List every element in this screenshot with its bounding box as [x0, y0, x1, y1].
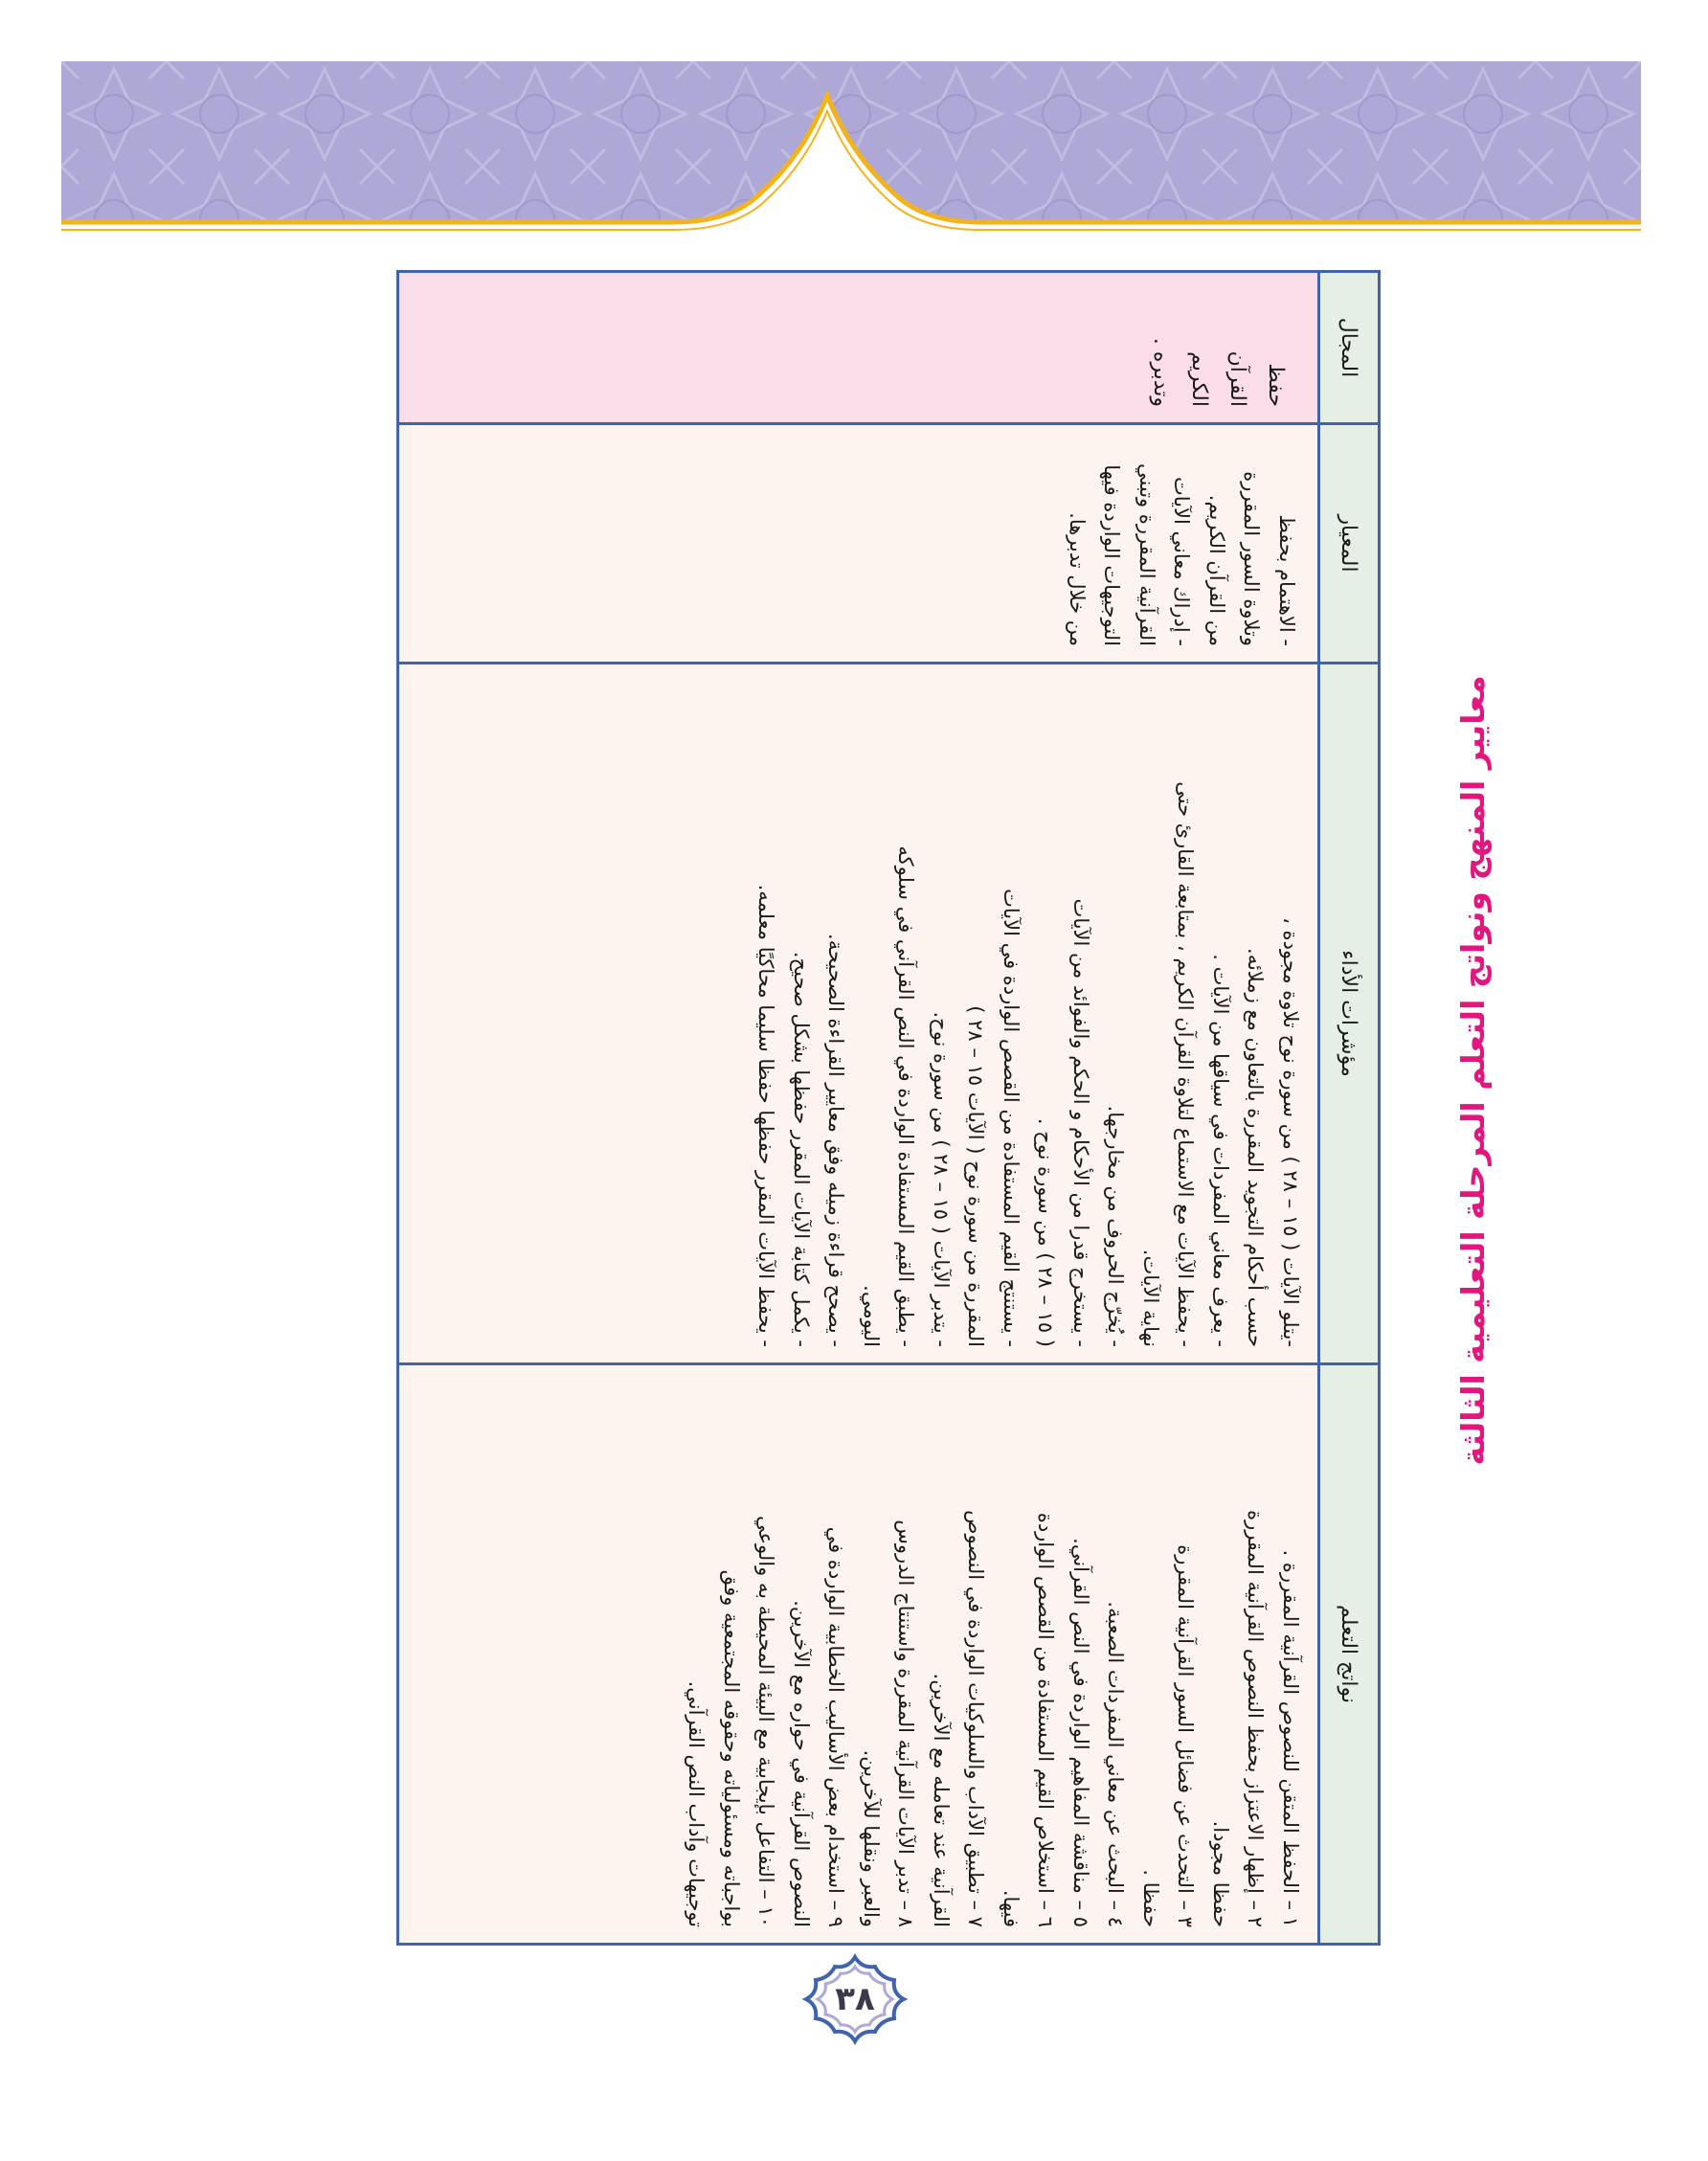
outcome-line: ٢ – إظهار الاعتزاز بحفظ النصوص القرآنية المقررة	[1244, 1510, 1268, 1927]
indicator-line: -يتلو الآيات ( ١٥ – ٢٨ ) من سورة نوح تلاوة مجودة ،	[1279, 917, 1302, 1347]
indicator-line: - يكمل كتابة الآيات المقرر حفظها بشكل صحيح.	[790, 951, 813, 1347]
cell-standard	[399, 425, 1317, 662]
outcome-line: توجيهات وآداب النص القرآني.	[685, 1680, 708, 1927]
indicator-line: - يحفظ الآيات مع الاستماع لتلاوة القرآن الكريم ، بمتابعة القارئ حتى	[1174, 781, 1198, 1347]
outcome-line: ١٠ – التفاعل بإيجابية مع البيئة المحيطة به والوعي	[754, 1515, 778, 1927]
cell-domain	[399, 273, 1317, 422]
standard-line: من القرآن الكريم.	[1205, 494, 1228, 646]
domain-line: وتدبره .	[1149, 337, 1173, 407]
indicator-line: - يعرف معاني المفردات في سياقها من الآيات .	[1209, 954, 1232, 1347]
domain-line: حفظ	[1264, 363, 1288, 407]
standards-table	[396, 270, 1381, 1946]
standard-line: - إدراك معاني الآيات	[1170, 476, 1194, 646]
outcome-line: ٩ – استخدام بعض الأساليب الخطابية الواردة في	[824, 1526, 848, 1927]
standard-line: القرآنية المقررة وتبني	[1135, 463, 1158, 646]
page-number-badge	[802, 1953, 908, 2045]
indicator-line: - يستخرج قدرا من الأحكام و الحكم والفوائد من الآيات	[1069, 898, 1092, 1347]
indicator-line: - يصحح قراءة زميله وفق معايير القراءة الصحيحة.	[824, 934, 848, 1347]
indicator-line: - يستنتج القيم المستفادة من القصص الواردة في الآيات	[1000, 889, 1023, 1347]
outcome-line: ٦ – استخلاص القيم المستفادة من القصص الواردة	[1034, 1512, 1058, 1927]
header-standard: المعيار	[1317, 425, 1378, 662]
indicator-line: المقررة من سورة نوح ( الآيات ١٥ – ٢٨ )	[964, 1005, 988, 1347]
standards-table-wrapper	[396, 270, 1381, 1946]
cell-performance-indicators	[399, 664, 1317, 1362]
standard-line: وتلاوة السور المقررة	[1240, 471, 1264, 646]
outcome-line: والعبر ونقلها للآخرين.	[860, 1749, 883, 1927]
standard-line: - الاهتمام بحفظ	[1275, 514, 1298, 646]
outcome-line: ٧ – تطبيق الآداب والسلوكيات الواردة في النصوص	[964, 1510, 988, 1927]
indicator-line: - يحفظ الآيات المقرر حفظها حفظا سليما محاكيًا معلمه.	[754, 884, 778, 1347]
column-performance-indicators	[399, 662, 1378, 1362]
outcome-line: ٥ – مناقشة المفاهيم الواردة في النص القرآني.	[1069, 1538, 1092, 1927]
outcome-line: ١ – الحفظ المتقن للنصوص القرآنية المقررة .	[1279, 1549, 1302, 1927]
header-banner	[61, 61, 1641, 239]
indicator-line: اليومي.	[860, 1285, 883, 1347]
column-domain	[399, 273, 1378, 422]
header-learning-outcomes: نواتج التعلم	[1317, 1365, 1378, 1943]
outcome-line: حفظا .	[1139, 1869, 1162, 1927]
indicator-line: نهاية الآيات.	[1139, 1249, 1162, 1347]
standard-line: من خلال تدبرها.	[1066, 512, 1089, 646]
standard-line: التوجيهات الواردة فيها	[1100, 464, 1124, 646]
cell-learning-outcomes	[399, 1365, 1317, 1943]
column-standard	[399, 422, 1378, 662]
outcome-line: القرآنية عند تعامله مع الآخرين.	[930, 1673, 953, 1927]
domain-line: القرآن	[1225, 350, 1249, 407]
indicator-line: - يتدبر الآيات ( ١٥ – ٢٨ ) من سورة نوح.	[930, 1011, 953, 1347]
header-domain: المجال	[1317, 273, 1378, 422]
indicator-line: - يُخرّج الحروف من مخارجها.	[1104, 1105, 1128, 1347]
header-performance-indicators: مؤشرات الأداء	[1317, 664, 1378, 1362]
indicator-line: حسب أحكام التجويد المقررة بالتعاون مع زملائه.	[1244, 948, 1268, 1347]
outcome-line: بواجباته ومسئولياته وحقوقه المجتمعية وفق	[720, 1569, 743, 1927]
outcome-line: النصوص القرآنية في حواره مع الآخرين.	[790, 1600, 813, 1927]
page-number: ٣٨	[835, 1980, 875, 2018]
outcome-line: ٣ – التحدث عن فضائل السور القرآنية المقررة	[1174, 1544, 1198, 1927]
side-title: معايير المنهج ونواتج التعلم المرحلة التعليمية الثالثة	[1453, 675, 1492, 1466]
outcome-line: ٤ – البحث عن معاني المفردات الصعبة.	[1104, 1601, 1128, 1927]
outcome-line: ٨ – تدبر الآيات القرآنية المقررة واستنتاج الدروس	[894, 1519, 918, 1927]
indicator-line: ( ١٥ – ٢٨ ) من سورة نوح .	[1034, 1117, 1058, 1347]
outcome-line: فيها.	[1000, 1889, 1023, 1927]
domain-line: الكريم	[1187, 351, 1211, 407]
outcome-line: حفظا مجودا.	[1209, 1820, 1232, 1927]
column-learning-outcomes	[399, 1362, 1378, 1943]
indicator-line: - يطبق القيم المستفادة الواردة في النص القرآني في سلوكه	[894, 845, 918, 1347]
